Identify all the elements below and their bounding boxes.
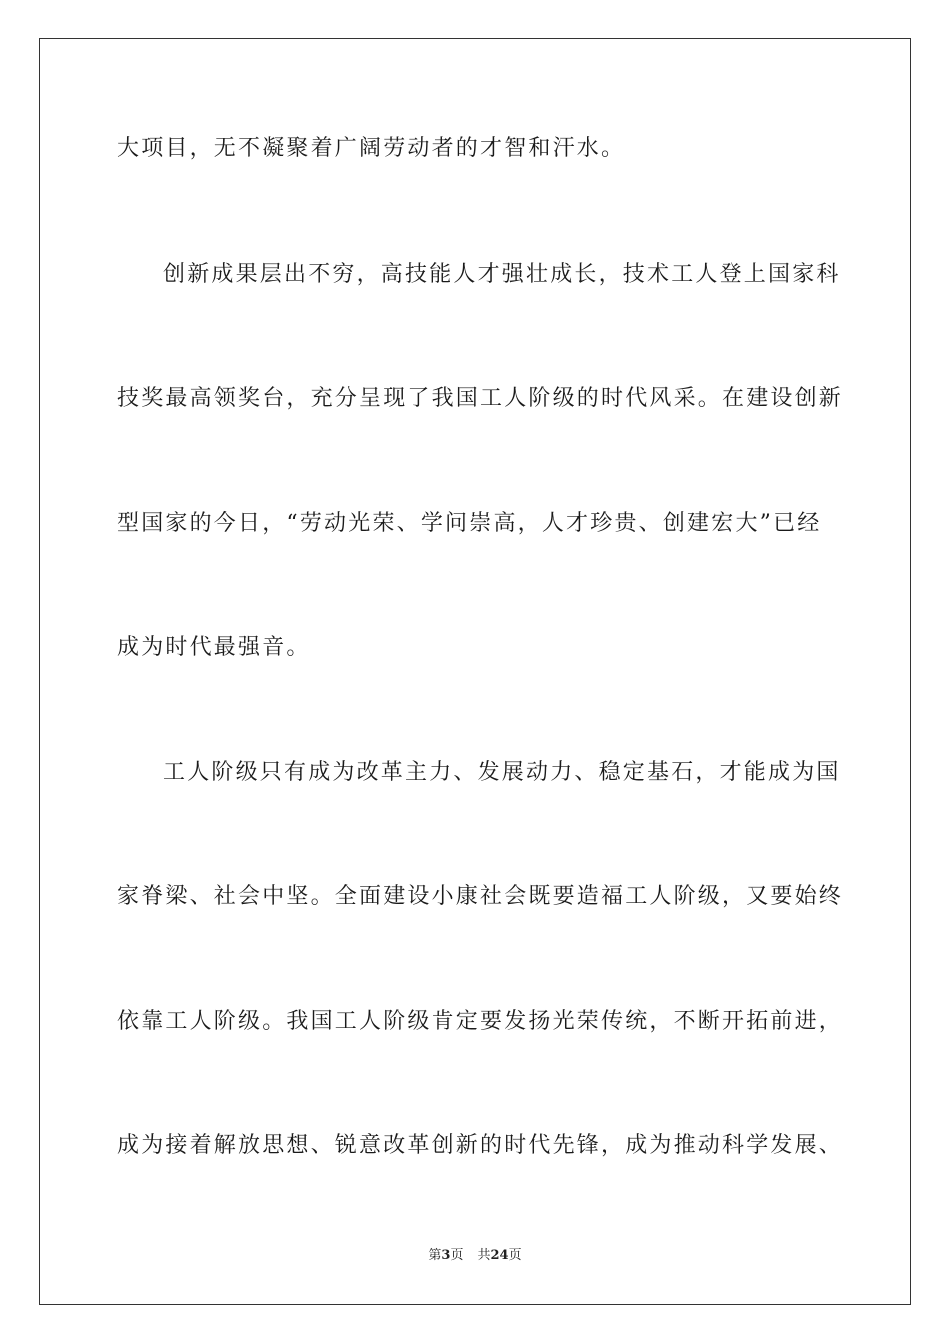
text-line-1: 大项目，无不凝聚着广阔劳动者的才智和汗水。: [117, 136, 626, 161]
page-footer: [0, 1246, 950, 1266]
total-prefix: 共: [477, 1248, 491, 1263]
page-frame: [39, 38, 911, 1305]
total-suffix: 页: [508, 1248, 522, 1263]
text-line-9: 成为接着解放思想、锐意改革创新的时代先锋，成为推动科学发展、: [117, 1133, 844, 1158]
text-line-8: 依靠工人阶级。我国工人阶级肯定要发扬光荣传统，不断开拓前进，: [117, 1009, 844, 1034]
text-line-5: 成为时代最强音。: [117, 635, 311, 660]
page-prefix: 第: [428, 1248, 442, 1263]
page-number: 3: [441, 1248, 451, 1263]
text-line-2: 创新成果层出不穷，高技能人才强壮成长，技术工人登上国家科: [163, 262, 841, 287]
text-line-4: 型国家的今日，“劳动光荣、学问崇高，人才珍贵、创建宏大”已经: [117, 511, 822, 536]
text-line-3: 技奖最高领奖台，充分呈现了我国工人阶级的时代风采。在建设创新: [117, 386, 844, 411]
page-suffix: 页: [450, 1248, 464, 1263]
text-line-6: 工人阶级只有成为改革主力、发展动力、稳定基石，才能成为国: [163, 760, 841, 785]
text-line-7: 家脊梁、社会中坚。全面建设小康社会既要造福工人阶级，又要始终: [117, 884, 844, 909]
total-pages: 24: [490, 1248, 509, 1263]
